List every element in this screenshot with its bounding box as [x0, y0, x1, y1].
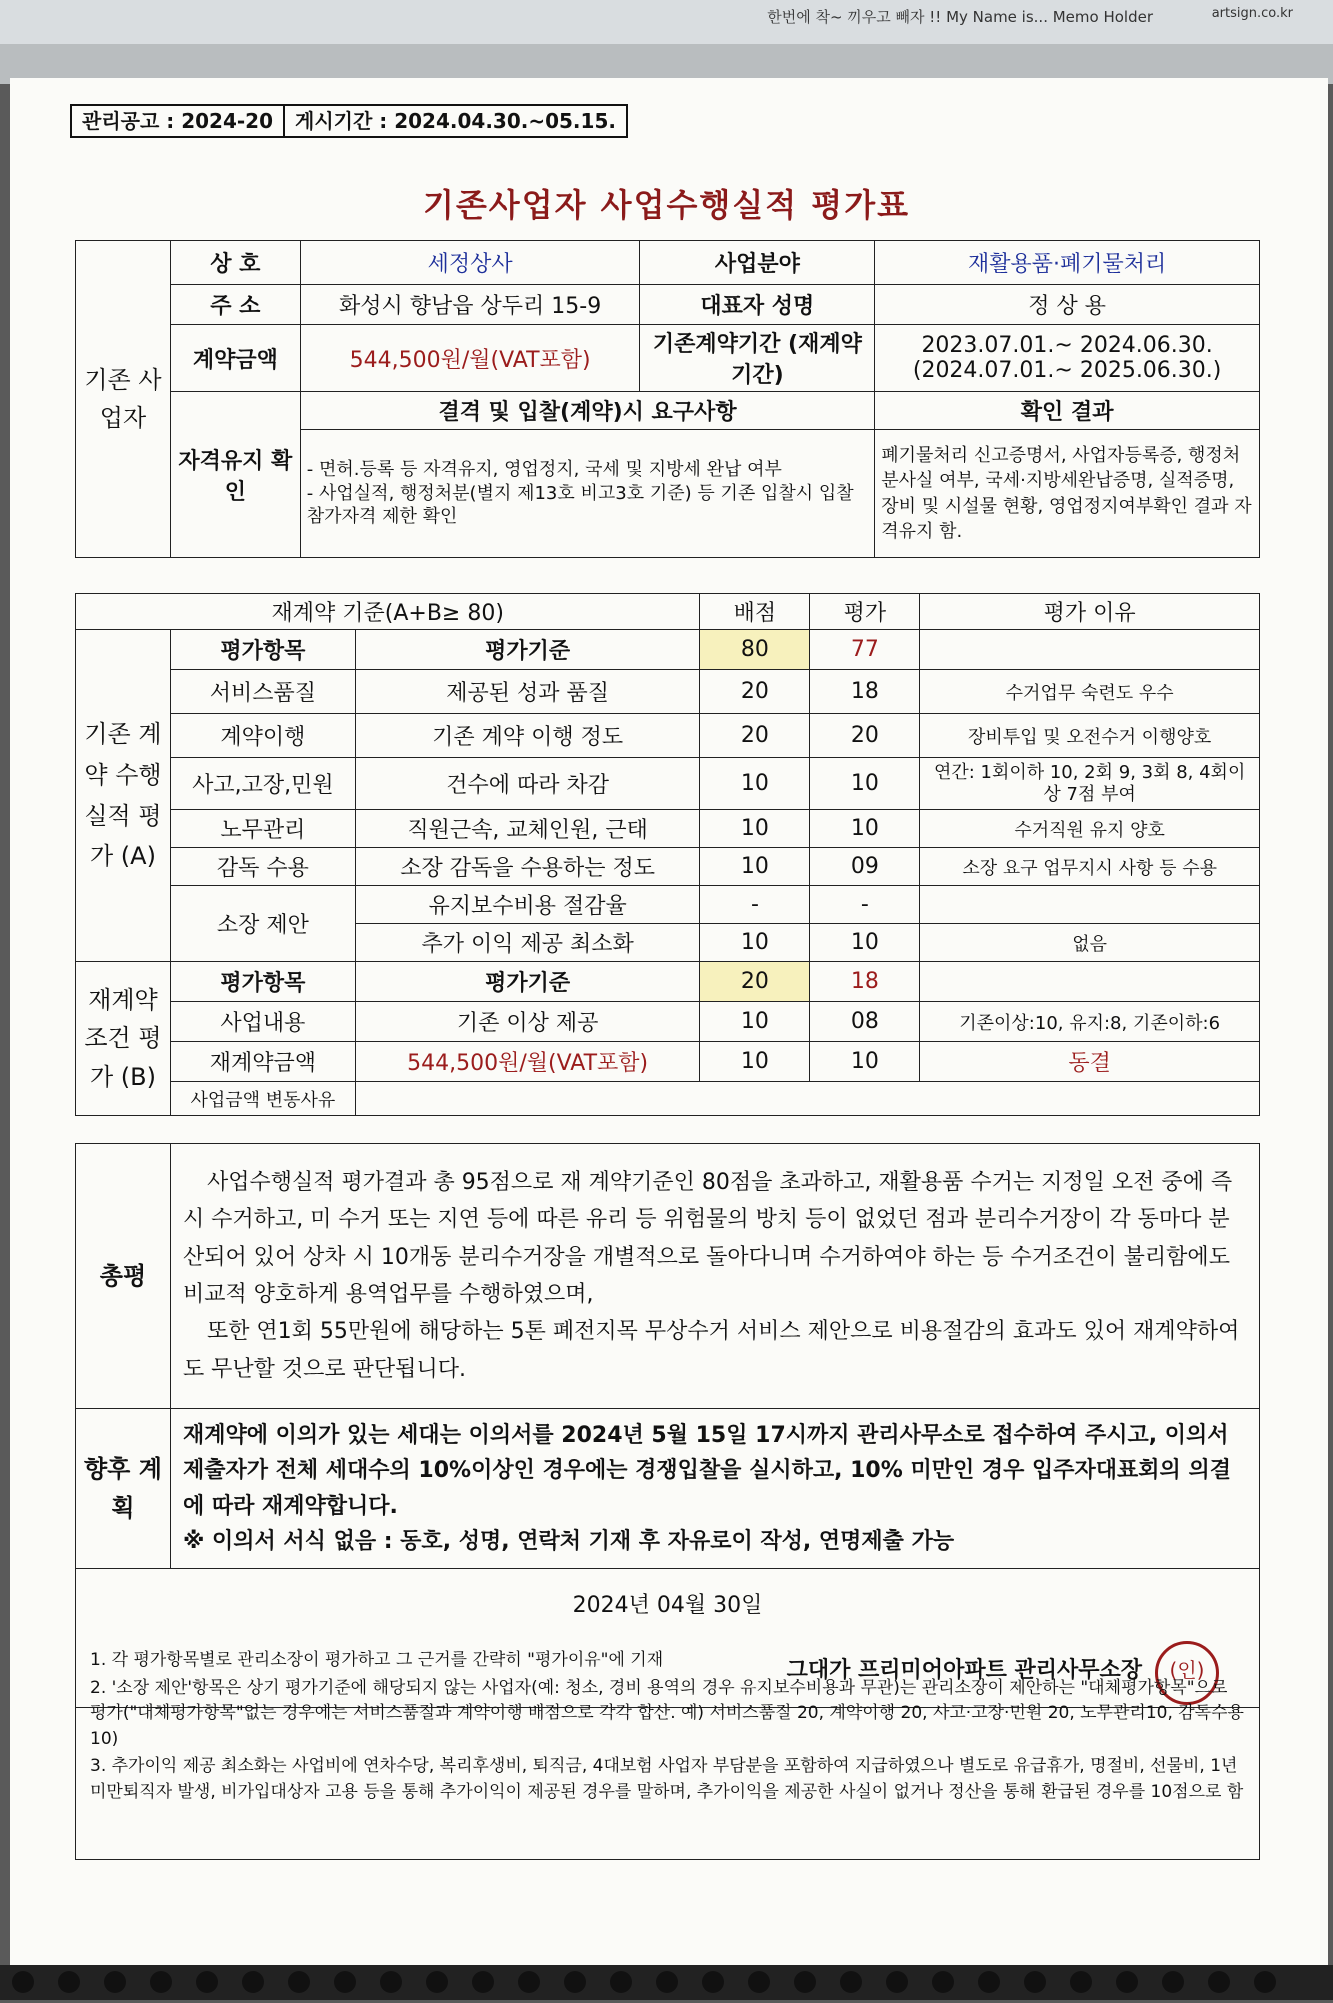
result-header: 확인 결과	[875, 392, 1260, 430]
summary-para-1: 사업수행실적 평가결과 총 95점으로 재 계약기준인 80점을 초과하고, 재활용품 수거는 지정일 오전 중에 즉시 수거하고, 미 수거 또는 지연 등에 따른 유리 등 위험물의 방치 등이 없었던 점과 분리수거장이 각 동마다 분산되어 있어 상차 시 10개동 분리수거장을 개별적으로 돌아다니며 수거하여야 하는 등 수거조건이 불리함에도 비교적 양호하게 용역업무를 수행하였으며,	[182, 1169, 1233, 1307]
row-std: 직원근속, 교체인원, 근태	[355, 810, 700, 848]
business-field: 재활용품·폐기물처리	[875, 241, 1260, 285]
business-section-label: 기존 사업자	[76, 241, 171, 558]
footnote-3: 3. 추가이익 제공 최소화는 사업비에 연차수당, 복리후생비, 퇴직금, 4대보험 사업자 부담분을 포함하여 지급하였으나 별도로 유급휴가, 명절비, 선물비, 1년미만퇴직자 발생, 비가입대상자 고용 등을 통해 추가이익이 제공된 경우를 말하며, 추가이익을 제공한 사실이 없거나 정산을 통해 환급된 경우를 10점으로 함	[90, 1756, 1244, 1802]
b-row-score: 10	[700, 1002, 810, 1042]
proposal-item: 소장 제안	[170, 886, 355, 962]
row-score: 20	[700, 670, 810, 714]
memo-holder-strip	[0, 0, 1333, 44]
row-eval: 09	[810, 848, 920, 886]
rep-label: 대표자 성명	[640, 285, 875, 325]
row-item: 노무관리	[170, 810, 355, 848]
period-value	[875, 325, 1260, 392]
row-item: 계약이행	[170, 714, 355, 758]
office-name: 그대가 프리미어아파트 관리사무소장	[786, 1657, 1142, 1683]
field-label: 사업분야	[640, 241, 875, 285]
a-total-score: 80	[700, 630, 810, 670]
qual-label: 자격유지 확인	[170, 392, 300, 558]
result-text: 폐기물처리 신고증명서, 사업자등록증, 행정처분사실 여부, 국세·지방세완납증명, 실적증명, 장비 및 시설물 현황, 영업정지여부확인 결과 자격유지 함.	[875, 430, 1260, 558]
b-row-reason: 동결	[920, 1042, 1260, 1082]
plan-text	[170, 1409, 1259, 1569]
business-name: 세정상사	[300, 241, 640, 285]
a-std-header: 평가기준	[355, 630, 700, 670]
summary-para-2: 또한 연1회 55만원에 해당하는 5톤 폐전지목 무상수거 서비스 제안으로 비용절감의 효과도 있어 재계약하여도 무난할 것으로 판단됩니다.	[182, 1319, 1240, 1382]
proposal-eval: -	[810, 886, 920, 924]
proposal-reason	[920, 886, 1260, 924]
row-std: 소장 감독을 수용하는 정도	[355, 848, 700, 886]
requirement-2: - 사업실적, 행정처분(별지 제13호 비고3호 기준) 등 기존 입찰시 입찰참가자격 제한 확인	[306, 482, 854, 528]
a-total-reason	[920, 630, 1260, 670]
row-item: 감독 수용	[170, 848, 355, 886]
address-value: 화성시 향남읍 상두리 15-9	[300, 285, 640, 325]
name-label: 상 호	[170, 241, 300, 285]
row-reason: 장비투입 및 오전수거 이행양호	[920, 714, 1260, 758]
notice-box	[70, 104, 628, 138]
proposal-score: 10	[700, 924, 810, 962]
b-row-std: 544,500원/월(VAT포함)	[355, 1042, 700, 1082]
proposal-std: 유지보수비용 절감율	[355, 886, 700, 924]
change-reason-label: 사업금액 변동사유	[170, 1082, 355, 1116]
a-item-header: 평가항목	[170, 630, 355, 670]
row-item: 서비스품질	[170, 670, 355, 714]
pegboard	[0, 1965, 1333, 2000]
footnotes	[75, 1640, 1260, 1860]
plan-label: 향후 계획	[76, 1409, 171, 1569]
col-eval-header: 평가	[810, 594, 920, 630]
site-url: artsign.co.kr	[1211, 6, 1293, 21]
b-item-header: 평가항목	[170, 962, 355, 1002]
business-info-table	[75, 240, 1260, 558]
row-reason: 연간: 1회이하 10, 2회 9, 3회 8, 4회이상 7점 부여	[920, 758, 1260, 810]
criteria-label: 재계약 기준(A+B≥ 80)	[76, 594, 700, 630]
b-row-eval: 08	[810, 1002, 920, 1042]
amount-label: 계약금액	[170, 325, 300, 392]
requirement-1: - 면허.등록 등 자격유지, 영업정지, 국세 및 지방세 완납 여부	[306, 459, 782, 481]
b-row-score: 10	[700, 1042, 810, 1082]
footnote-1: 1. 각 평가항목별로 관리소장이 평가하고 그 근거를 간략히 "평가이유"에 기재	[90, 1650, 664, 1670]
row-reason: 수거업무 숙련도 우수	[920, 670, 1260, 714]
notice-number: 관리공고 : 2024-20	[82, 109, 274, 133]
row-eval: 10	[810, 810, 920, 848]
row-std: 제공된 성과 품질	[355, 670, 700, 714]
proposal-reason: 없음	[920, 924, 1260, 962]
section-b-label: 재계약 조건 평가 (B)	[76, 962, 171, 1116]
row-std: 건수에 따라 차감	[355, 758, 700, 810]
document-title: 기존사업자 사업수행실적 평가표	[422, 186, 911, 224]
seal-stamp: (인)	[1155, 1641, 1219, 1705]
requirements	[300, 430, 874, 558]
period-line-1: 2023.07.01.~ 2024.06.30.	[921, 333, 1213, 358]
section-a-label: 기존 계약 수행 실적 평가 (A)	[76, 630, 171, 962]
row-score: 10	[700, 810, 810, 848]
proposal-eval: 10	[810, 924, 920, 962]
rep-value: 정 상 용	[875, 285, 1260, 325]
b-total-score: 20	[700, 962, 810, 1002]
period-line-2: (2024.07.01.~ 2025.06.30.)	[912, 358, 1222, 383]
proposal-std: 추가 이익 제공 최소화	[355, 924, 700, 962]
row-score: 10	[700, 848, 810, 886]
row-reason: 소장 요구 업무지시 사항 등 수용	[920, 848, 1260, 886]
address-label: 주 소	[170, 285, 300, 325]
b-row-item: 재계약금액	[170, 1042, 355, 1082]
period-label: 기존계약기간 (재계약 기간)	[640, 325, 875, 392]
row-std: 기존 계약 이행 정도	[355, 714, 700, 758]
notice-period: 게시기간 : 2024.04.30.~05.15.	[283, 106, 626, 136]
footnote-2: 2. '소장 제안'항목은 상기 평가기준에 해당되지 않는 사업자(예: 청소, 경비 용역의 경우 유지보수비용과 무관)는 관리소장이 제안하는 "대체평가항목"으로 평가("대체평가항목"없는 경우에는 서비스품질과 계약이행 배점으로 각각 합산. 예) 서비스품질 20, 계약이행 20, 사고·고장·민원 20, 노무관리10, 감독수용10)	[90, 1677, 1244, 1749]
col-reason-header: 평가 이유	[920, 594, 1260, 630]
change-reason-value	[355, 1082, 1259, 1116]
b-row-reason: 기존이상:10, 유지:8, 기존이하:6	[920, 1002, 1260, 1042]
b-total-eval: 18	[810, 962, 920, 1002]
req-header: 결격 및 입찰(계약)시 요구사항	[300, 392, 874, 430]
b-row-std: 기존 이상 제공	[355, 1002, 700, 1042]
memo-holder-text: 한번에 착~ 끼우고 빼자 !! My Name is... Memo Holder	[767, 8, 1153, 26]
amount-value: 544,500원/월(VAT포함)	[300, 325, 640, 392]
b-std-header: 평가기준	[355, 962, 700, 1002]
summary-text	[170, 1144, 1259, 1409]
a-total-eval: 77	[810, 630, 920, 670]
proposal-score: -	[700, 886, 810, 924]
summary-table	[75, 1143, 1260, 1708]
row-score: 20	[700, 714, 810, 758]
plan-body: 재계약에 이의가 있는 세대는 이의서를 2024년 5월 15일 17시까지 관리사무소로 접수하여 주시고, 이의서 제출자가 전체 세대수의 10%이상인 경우에는 경쟁입찰을 실시하고, 10% 미만인 경우 입주자대표회의 의결에 따라 재계약합니다.	[182, 1423, 1231, 1519]
summary-label: 총평	[76, 1144, 171, 1409]
row-eval: 18	[810, 670, 920, 714]
date-cell: 2024년 04월 30일	[76, 1569, 1260, 1639]
row-item: 사고,고장,민원	[170, 758, 355, 810]
b-row-eval: 10	[810, 1042, 920, 1082]
row-eval: 10	[810, 758, 920, 810]
row-eval: 20	[810, 714, 920, 758]
plan-note: ※ 이의서 서식 없음 : 동호, 성명, 연락처 기재 후 자유로이 작성, 연명제출 가능	[182, 1528, 955, 1554]
b-row-item: 사업내용	[170, 1002, 355, 1042]
b-total-reason	[920, 962, 1260, 1002]
col-score-header: 배점	[700, 594, 810, 630]
evaluation-table	[75, 593, 1260, 1116]
row-reason: 수거직원 유지 양호	[920, 810, 1260, 848]
row-score: 10	[700, 758, 810, 810]
